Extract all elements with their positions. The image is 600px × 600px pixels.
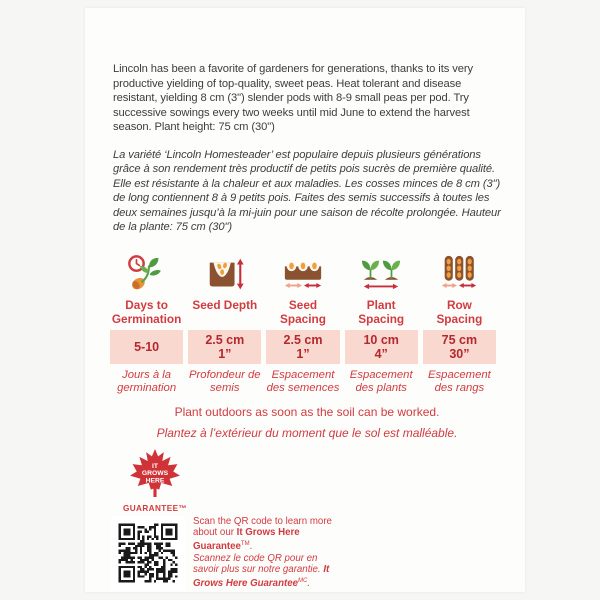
planting-note-french: Plantez à l’extérieur du moment que le sol est malléable.: [156, 425, 458, 440]
maple-leaf-icon: [124, 448, 186, 498]
guide-label-en: Seed Depth: [192, 297, 258, 312]
guide-label-en: Plant Spacing: [358, 297, 405, 326]
qr-text-fr-sup: MC: [298, 577, 308, 584]
qr-text-fr: Scannez le code QR pour en savoir plus sur notre garantie.: [193, 552, 324, 576]
guide-label-fr: Espacement des plants: [349, 368, 413, 394]
seed-depth-icon: [188, 248, 261, 296]
value-metric: 2.5 cm: [283, 332, 323, 347]
guide-column-plant-spacing: [345, 248, 418, 396]
guide-value: [345, 330, 418, 364]
seed-spacing-icon: [266, 248, 339, 296]
qr-text-en: Scan the QR code to learn more about our: [193, 515, 332, 539]
value-imperial: 1”: [296, 346, 310, 361]
qr-text-en-period: .: [249, 540, 253, 552]
guide-column-seed-spacing: [266, 248, 339, 396]
guide-label-fr: Espacement des rangs: [427, 368, 491, 394]
guide-label-en: Seed Spacing: [280, 297, 326, 326]
qr-section: [111, 516, 501, 590]
logo-line1: IT: [151, 462, 159, 470]
seed-packet-back: [85, 8, 525, 592]
description-english: Lincoln has been a favorite of gardeners for generations, thanks to its very productive yielding of top-quality, sweet peas. Heat tolerant and disease resistant, yielding 8 cm (3") slender pods with 8-9 small peas per pod. Try successive sowings every two weeks until mid June to extend the harvest season. Plant height: 75 cm (30"): [113, 63, 473, 133]
value-imperial: 4”: [374, 346, 388, 361]
guide-column-row-spacing: [423, 248, 496, 396]
guide-value: [423, 330, 496, 364]
guide-label-fr: Jours à la germination: [117, 368, 177, 394]
value-metric: 5-10: [134, 339, 160, 354]
value-imperial: 1”: [218, 346, 232, 361]
qr-text-en-sup: TM: [240, 540, 250, 547]
guide-value: [266, 330, 339, 364]
qr-text-fr-wrap: [193, 553, 333, 590]
qr-text-fr-period: .: [307, 577, 311, 589]
guide-value: [188, 330, 261, 364]
guide-label-en: Days to Germination: [111, 297, 182, 326]
guide-value: [110, 330, 183, 364]
description-french: La variété ‘Lincoln Homesteader’ est populaire depuis plusieurs générations grâce à son rendement très productif de petits pois sucrès de première qualité. Elle est résistante à la chaleur et aux maladies. Les cosses minces de 8 cm (3") de long contiennent 8 à 9 petits pois. Faites des semis successifs à toutes les deux semaines jusqu’à la mi-juin pour une saison de récolte prolongée. Hauteur de la plante: 75 cm (30"): [113, 148, 501, 233]
guide-column-days-to-germination: [110, 248, 183, 396]
guide-label-fr: Profondeur de semis: [188, 368, 261, 394]
value-imperial: 30”: [449, 346, 470, 361]
packet-content: [85, 8, 525, 590]
guarantee-tagline: GUARANTEE™: [122, 503, 188, 513]
value-metric: 2.5 cm: [205, 332, 245, 347]
qr-instructions: [193, 516, 333, 590]
value-metric: 10 cm: [363, 332, 399, 347]
qr-text-en-bold: It Grows Here Guarantee: [193, 527, 300, 552]
brand-footer: [113, 448, 501, 590]
germination-icon: [110, 248, 183, 296]
qr-text-fr-bold: It Grows Here Guarantee: [193, 564, 330, 589]
qr-code[interactable]: [111, 516, 185, 590]
planting-note-english: Plant outdoors as soon as the soil can be worked.: [174, 404, 440, 419]
guide-column-seed-depth: [188, 248, 261, 396]
guide-label-en: Row Spacing: [436, 297, 483, 326]
it-grows-here-logo: [117, 448, 193, 513]
value-metric: 75 cm: [441, 332, 478, 347]
logo-line3: HERE: [145, 476, 165, 484]
guide-label-fr: Espacement des semences: [266, 368, 340, 394]
plant-spacing-icon: [345, 248, 418, 296]
row-spacing-icon: [423, 248, 496, 296]
growing-guide-table: [110, 248, 496, 396]
logo-line2: GROWS: [141, 469, 169, 477]
